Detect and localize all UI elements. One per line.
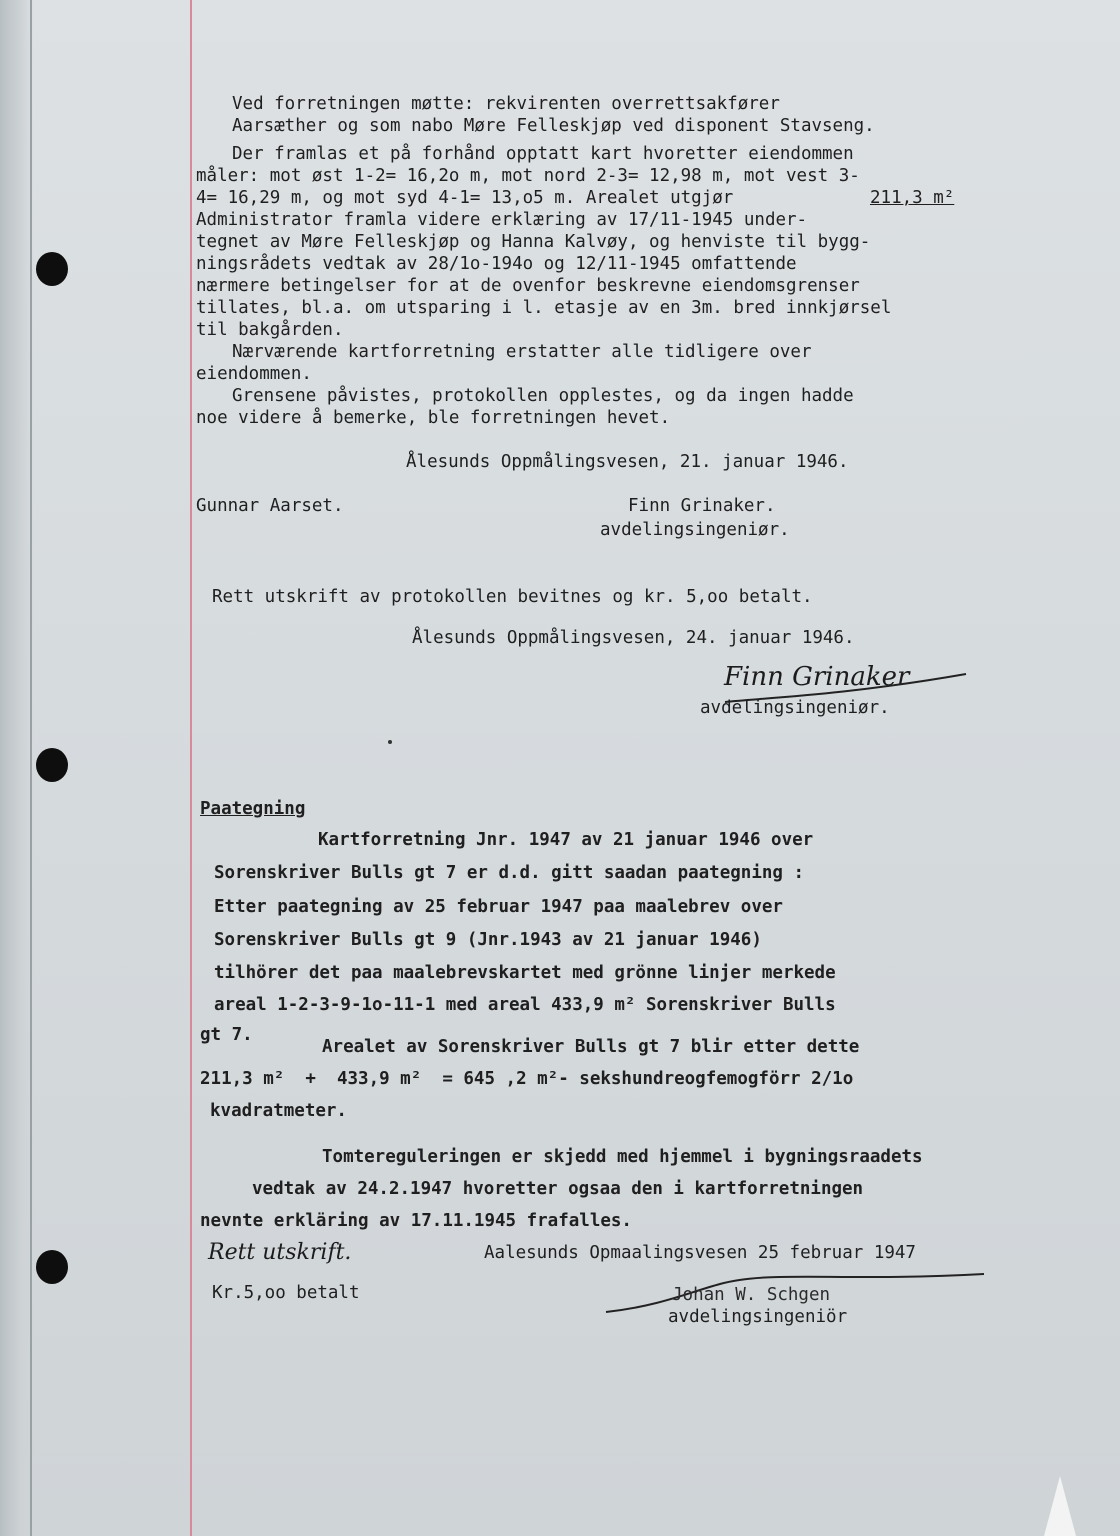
red-margin-rule [190, 0, 192, 1536]
endorsement-line-8: Arealet av Sorenskriver Bulls gt 7 blir etter dette [322, 1037, 860, 1057]
protocol-line-2: Aarsæther og som nabo Møre Felleskjøp ved disponent Stavseng. [232, 116, 875, 136]
protocol-line-16: noe videre å bemerke, ble forretningen hevet. [196, 408, 671, 428]
certification-text: Rett utskrift av protokollen bevitnes og kr. 5,oo betalt. [212, 587, 813, 607]
punch-hole-top [36, 252, 68, 286]
endorsement-line-2: Sorenskriver Bulls gt 7 er d.d. gitt saadan paategning : [214, 863, 805, 883]
endorsement-fee: Kr.5,oo betalt [212, 1283, 360, 1303]
page-fold-shadow [0, 0, 34, 1536]
protocol-area-value: 211,3 m² [870, 188, 955, 208]
protocol-line-5: 4= 16,29 m, og mot syd 4-1= 13,o5 m. Arealet utgjør [196, 188, 734, 208]
endorsement-line-7: gt 7. [200, 1025, 253, 1045]
certification-place-date: Ålesunds Oppmålingsvesen, 24. januar 1946. [412, 628, 855, 648]
protocol-signer-right-name: Finn Grinaker. [628, 496, 776, 516]
protocol-line-7: Administrator framla videre erklæring av 17/11-1945 under- [196, 210, 808, 230]
protocol-line-10: nærmere betingelser for at de ovenfor beskrevne eiendomsgrenser [196, 276, 860, 296]
protocol-signer-right-title: avdelingsingeniør. [600, 520, 790, 540]
protocol-line-13: Nærværende kartforretning erstatter alle tidligere over [232, 342, 812, 362]
endorsement-heading: Paategning [200, 799, 306, 819]
endorsement-line-3: Etter paategning av 25 februar 1947 paa maalebrev over [214, 897, 783, 917]
endorsement-line-12: vedtak av 24.2.1947 hvoretter ogsaa den i kartforretningen [252, 1179, 864, 1199]
protocol-line-4: måler: mot øst 1-2= 16,2o m, mot nord 2-3= 12,98 m, mot vest 3- [196, 166, 860, 186]
protocol-line-9: ningsrådets vedtak av 28/1o-194o og 12/11-1945 omfattende [196, 254, 797, 274]
ink-speck [388, 740, 392, 744]
page-fold-line [30, 0, 32, 1536]
endorsement-signer-name: Johan W. Schgen [672, 1285, 831, 1305]
protocol-line-15: Grensene påvistes, protokollen opplestes, og da ingen hadde [232, 386, 854, 406]
endorsement-place-date: Aalesunds Opmaalingsvesen 25 februar 1947 [484, 1243, 916, 1263]
endorsement-line-5: tilhörer det paa maalebrevskartet med grönne linjer merkede [214, 963, 836, 983]
protocol-signer-left: Gunnar Aarset. [196, 496, 344, 516]
protocol-line-8: tegnet av Møre Felleskjøp og Hanna Kalvøy, og henviste til bygg- [196, 232, 871, 252]
endorsement-handwritten-note: Rett utskrift. [208, 1240, 352, 1265]
endorsement-line-11: Tomtereguleringen er skjedd med hjemmel i bygningsraadets [322, 1147, 923, 1167]
certification-signature: Finn Grinaker [724, 662, 910, 692]
protocol-line-11: tillates, bl.a. om utsparing i l. etasje av en 3m. bred innkjørsel [196, 298, 892, 318]
certification-title: avdelingsingeniør. [700, 698, 890, 718]
endorsement-line-1: Kartforretning Jnr. 1947 av 21 januar 1946 over [318, 830, 814, 850]
endorsement-line-6: areal 1-2-3-9-1o-11-1 med areal 433,9 m² Sorenskriver Bulls [214, 995, 836, 1015]
punch-hole-middle [36, 748, 68, 782]
punch-hole-bottom [36, 1250, 68, 1284]
protocol-line-12: til bakgården. [196, 320, 344, 340]
protocol-line-14: eiendommen. [196, 364, 312, 384]
endorsement-signer-title: avdelingsingeniör [668, 1307, 848, 1327]
protocol-line-1: Ved forretningen møtte: rekvirenten overrettsakfører [232, 94, 780, 114]
endorsement-line-4: Sorenskriver Bulls gt 9 (Jnr.1943 av 21 januar 1946) [214, 930, 762, 950]
protocol-place-date: Ålesunds Oppmålingsvesen, 21. januar 1946. [406, 452, 849, 472]
endorsement-line-9: 211,3 m² + 433,9 m² = 645 ,2 m²- sekshundreogfemogförr 2/1o [200, 1069, 854, 1089]
endorsement-line-10: kvadratmeter. [210, 1101, 347, 1121]
protocol-line-3: Der framlas et på forhånd opptatt kart hvoretter eiendommen [232, 144, 854, 164]
corner-tag [1044, 1476, 1076, 1536]
endorsement-line-13: nevnte erkläring av 17.11.1945 frafalles. [200, 1211, 632, 1231]
